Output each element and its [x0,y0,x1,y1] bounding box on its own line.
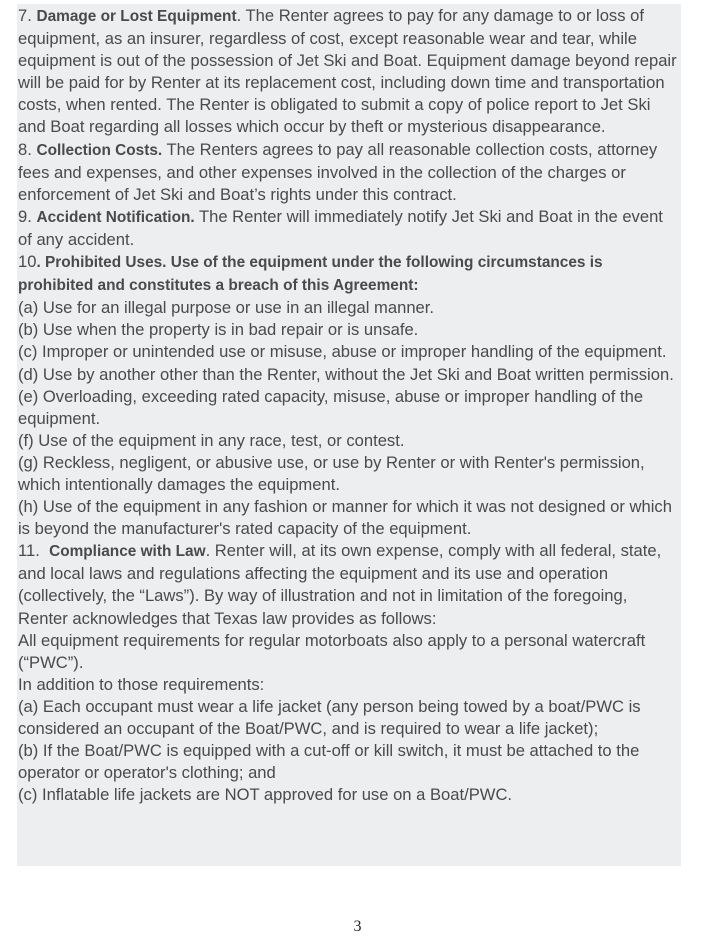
section-text: . The Renter agrees to pay for any damage to or loss of equipment, as an insurer, regardless of cost, except reasonable wear and tear, while equipment is out of the possession of Jet Ski and Boat. Equipment damage beyond repair will be paid for by Renter at its replacement cost, including down time and transportation costs, when rented. The Renter is obligated to submit a copy of police report to Jet Ski and Boat regarding all losses which occur by theft or mysterious disappearance. [18,6,677,137]
section-10 [18,251,680,297]
section-text: . Renter will, at its own expense, comply with all federal, state, and local laws and regulations affecting the equipment and its use and operation (collectively, the “Laws”). By way of illustration and not in limitation of the foregoing, Renter acknowledges that Texas law provides as follows: [18,541,662,628]
paragraph: All equipment requirements for regular motorboats also apply to a personal watercraft (“PWC”). [18,630,646,672]
section-number: 9. [18,206,32,226]
section-11 [18,540,680,629]
list-item: (h) Use of the equipment in any fashion or manner for which it was not designed or which is beyond the manufacturer's rated capacity of the equipment. [18,497,672,539]
section-text: The Renter will immediately notify Jet Ski and Boat in the event of any accident. [18,206,663,249]
section-text: The Renters agrees to pay all reasonable collection costs, attorney fees and expenses, and other expenses involved in the collection of the charges or enforcement of Jet Ski and Boat’s rights under this contract. [18,139,658,204]
list-item: (a) Each occupant must wear a life jacket (any person being towed by a boat/PWC is considered an occupant of the Boat/PWC, and is required to wear a life jacket); [18,696,641,738]
section-number: 10 [18,252,37,272]
section-9 [18,206,680,251]
list-item: (b) If the Boat/PWC is equipped with a cut-off or kill switch, it must be attached to the operator or operator's clothing; and [18,741,640,783]
list-item: (c) Improper or unintended use or misuse, abuse or improper handling of the equipment. [18,342,667,362]
section-heading: Compliance with Law [49,543,206,561]
section-heading: . Prohibited Uses. Use of the equipment under the following circumstances is prohibited and constitutes a breach of this Agreement: [18,254,603,295]
section-number: 11. [18,541,40,561]
section-8 [18,139,680,206]
list-item: (e) Overloading, exceeding rated capacity, misuse, abuse or improper handling of the equipment. [18,386,644,428]
section-heading: Collection Costs. [36,141,163,159]
section-7 [18,5,680,139]
section-number: 8. [18,139,32,159]
page-number: 3 [353,918,362,935]
document-body [17,4,681,866]
list-item: (c) Inflatable life jackets are NOT approved for use on a Boat/PWC. [18,785,513,805]
list-item: (g) Reckless, negligent, or abusive use, or use by Renter or with Renter's permission, which intentionally damages the equipment. [18,452,645,494]
section-heading: Accident Notification. [36,208,195,226]
section-heading: Damage or Lost Equipment [36,8,237,25]
list-item: (f) Use of the equipment in any race, test, or contest. [18,430,405,450]
list-item: (d) Use by another other than the Renter, without the Jet Ski and Boat written permission. [18,364,674,384]
list-item: (b) Use when the property is in bad repair or is unsafe. [18,320,419,340]
list-item: (a) Use for an illegal purpose or use in an illegal manner. [18,298,434,318]
section-number: 7. [18,6,32,25]
paragraph: In addition to those requirements: [18,674,265,694]
